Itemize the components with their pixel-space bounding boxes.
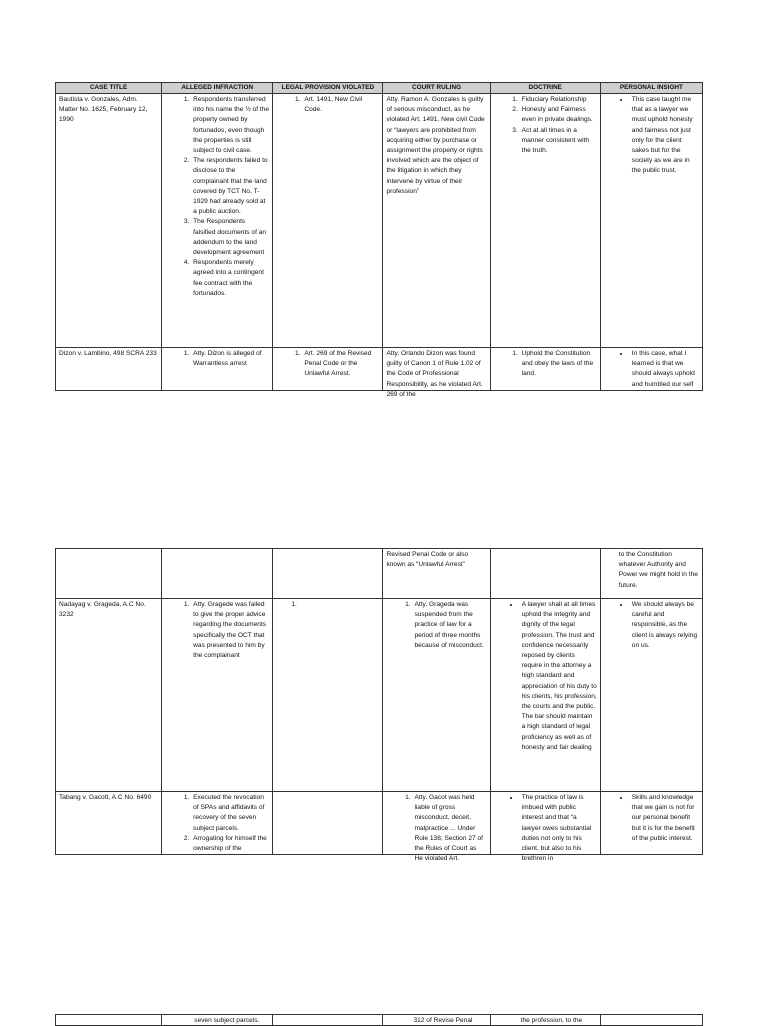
infraction-cell (162, 94, 273, 348)
provision-cell (273, 549, 383, 599)
infraction-cell (162, 348, 273, 391)
cell-text: 312 of Revise Penal (413, 1017, 473, 1024)
list-item: 1. Art. 1491, New Civil Code. (302, 95, 379, 115)
doctrine-cell (490, 94, 600, 348)
doctrine-cell (490, 792, 600, 863)
ruling-list (386, 793, 486, 864)
doctrine-cell (490, 348, 600, 391)
case-title-cell (56, 1015, 162, 1026)
table-row (56, 549, 703, 599)
ruling-cell (383, 348, 490, 398)
cell-clip (165, 349, 269, 389)
list-item: 2. Honesty and Fairness even in private dealings. (520, 105, 597, 125)
infraction-list (165, 95, 269, 299)
list-item: 1. Atty. Grageda was suspended from the practice of law for a period of three months because of misconduct. (412, 600, 486, 651)
list-item: 1. Atty. Dizon is alleged of Warrantless arrest (191, 349, 269, 369)
ruling-list (386, 600, 486, 651)
list-item: 2. Arrogating for himself the ownership of the (191, 834, 269, 854)
doctrine-list (494, 95, 597, 156)
cell-clip (165, 793, 269, 853)
table-row (56, 94, 703, 348)
insight-list (604, 95, 699, 177)
ruling-cell: Revised Penal Code or also known as “Unlawful Arrest” (383, 549, 490, 599)
doctrine-list (494, 793, 597, 864)
list-item: 1. Uphold the Constitution and obey the laws of the land. (520, 349, 597, 380)
table-row (56, 348, 703, 391)
cell-text: the profession, to the (520, 1017, 583, 1024)
ruling-cell (383, 599, 490, 792)
list-item: • In this case, what I learned is that we should always uphold and humbled our self (630, 349, 699, 390)
provision-cell (273, 792, 383, 855)
list-item: • This case taught me that as a lawyer we must uphold honesty and fairness not just only for the client sakes but for the society as we are in the public trust. (630, 95, 699, 177)
list-item: 2. The respondents failed to disclose to the complainant that the land covered by TCT No. T-1929 had already sold at a public auction. (191, 156, 269, 217)
list-item: 3. The Respondents falsified documents of an addendum to the land development agreement (191, 217, 269, 258)
cell-clip (604, 793, 699, 853)
cell-clip (494, 349, 597, 389)
cell-text: seven subject parcels. (194, 1017, 260, 1024)
doctrine-list (494, 349, 597, 380)
insight-cell (600, 94, 702, 348)
table-row (56, 1015, 703, 1026)
table-header-row (56, 83, 703, 94)
ruling-cell (383, 1015, 490, 1026)
infraction-cell (162, 599, 273, 792)
cell-clip (494, 793, 597, 863)
doctrine-cell (490, 549, 600, 599)
infraction-list (165, 600, 269, 661)
header-case-title: CASE TITLE (56, 83, 162, 94)
infraction-cell (162, 549, 273, 599)
list-item: 1. Atty. Gacot was held liable of gross misconduct, deceit, malpractice ... Under Rule 138, Section 27 of the Rules of Court as He violated Art. (412, 793, 486, 864)
table-row (56, 792, 703, 855)
cell-clip (604, 349, 699, 389)
insight-list (604, 600, 699, 651)
list-item: 3. Act at all times in a manner consistent with the truth. (520, 126, 597, 157)
cell-clip (276, 1016, 379, 1024)
insight-cell (600, 792, 702, 855)
insight-list (604, 793, 699, 844)
list-item: 4. Respondents merely agreed into a contingent fee contract with the fortunados. (191, 258, 269, 299)
case-table-page-1 (55, 82, 703, 398)
cell-text: Dizon v. Lambino, 498 SCRA 233 (59, 350, 157, 357)
case-title-cell (56, 792, 162, 855)
cell-clip (59, 1016, 158, 1024)
list-item: 1. Fiduciary Relationship (520, 95, 597, 105)
list-item: • Skills and knowledge that we gain is not for our personal benefit but it is for the benefit of the public interest. (630, 793, 699, 844)
header-legal-provision: LEGAL PROVISION VIOLATED (273, 83, 383, 94)
provision-list (276, 95, 379, 115)
ruling-cell (383, 792, 490, 863)
case-title-cell: Nadayag v. Grageda, A.C No. 3232 (56, 599, 162, 792)
insight-cell (600, 599, 702, 792)
case-table-page-2 (55, 548, 703, 863)
list-item: 1. Respondents transferred into his name the ½ of the property owned by fortunados, even though the properties is still subject to civil case. (191, 95, 269, 156)
provision-list (276, 349, 379, 380)
provision-cell (273, 1015, 383, 1026)
insight-cell (600, 1015, 702, 1026)
insight-cell (600, 549, 702, 599)
header-personal-insight: PERSONAL INSIGHT (600, 83, 702, 94)
cell-text: Atty. Orlando Dizon was found guilty of Canon 1 of Rule 1.02 of the Code of Professional Responsibility, as he violated Art. 269 of the (386, 350, 483, 398)
cell-text: Tabang v. Gacott, A.C No. 6490 (59, 794, 152, 801)
list-item: • A lawyer shall at all times uphold the integrity and dignity of the legal profession. The trust and confidence necessarily reposed by clients require in the attorney a high standard and appreciation of his duty to his clients, his profession, the courts and the public. The bar should maintain a high standard of legal proficiency as well as of honesty and fair dealing (520, 600, 597, 753)
doctrine-cell (490, 599, 600, 792)
case-title-cell (56, 348, 162, 391)
infraction-list (165, 793, 269, 854)
insight-list (604, 349, 699, 390)
case-title-cell (56, 549, 162, 599)
insight-cell (600, 348, 702, 391)
provision-cell (273, 348, 383, 391)
ruling-cell: Atty. Ramon A. Gonzales is guilty of serious misconduct, as he violated Art. 1491, New civil Code or “lawyers are prohibited from acquiring either by purchase or assignment the property or rights involved which are the object of the litigation in which they intervene by virtue of their profession” (383, 94, 490, 348)
infraction-cell (162, 1015, 273, 1026)
cell-clip (276, 793, 379, 853)
cell-clip (276, 349, 379, 389)
header-court-ruling: COURT RULING (383, 83, 490, 94)
header-doctrine: DOCTRINE (490, 83, 600, 94)
list-item: 1. Executed the revocation of SPAs and affidavits of recovery of the seven subject parcels. (191, 793, 269, 834)
list-item: 1. Atty. Gragede was failed to give the proper advice regarding the documents specifically the OCT that was presented to him by the complainant (191, 600, 269, 661)
infraction-cell (162, 792, 273, 855)
cell-text: to the Constitution whatever Authority and Power we might hold in the future. (618, 551, 698, 589)
table-row (56, 599, 703, 792)
cell-clip (604, 1016, 699, 1024)
list-item: 1. Art. 269 of the Revised Penal Code or the Unlawful Arrest. (302, 349, 379, 380)
infraction-list (165, 349, 269, 369)
doctrine-cell (490, 1015, 600, 1026)
provision-cell (273, 94, 383, 348)
provision-cell (273, 599, 383, 792)
cell-clip (386, 793, 486, 863)
list-item: • We should always be careful and responsible, as the client is always relying on us. (630, 600, 699, 651)
list-item: • The practice of law is imbued with public interest and that “a lawyer owes substantial duties not only to his client, but also to his brethren in (520, 793, 597, 864)
cell-text: 1. (291, 601, 297, 608)
case-title-cell: Bautista v. Gonzales, Adm. Matter No. 1625, February 12, 1990 (56, 94, 162, 348)
header-alleged-infraction: ALLEGED INFRACTION (162, 83, 273, 94)
doctrine-list (494, 600, 597, 753)
case-table-page-3 (55, 1014, 703, 1026)
